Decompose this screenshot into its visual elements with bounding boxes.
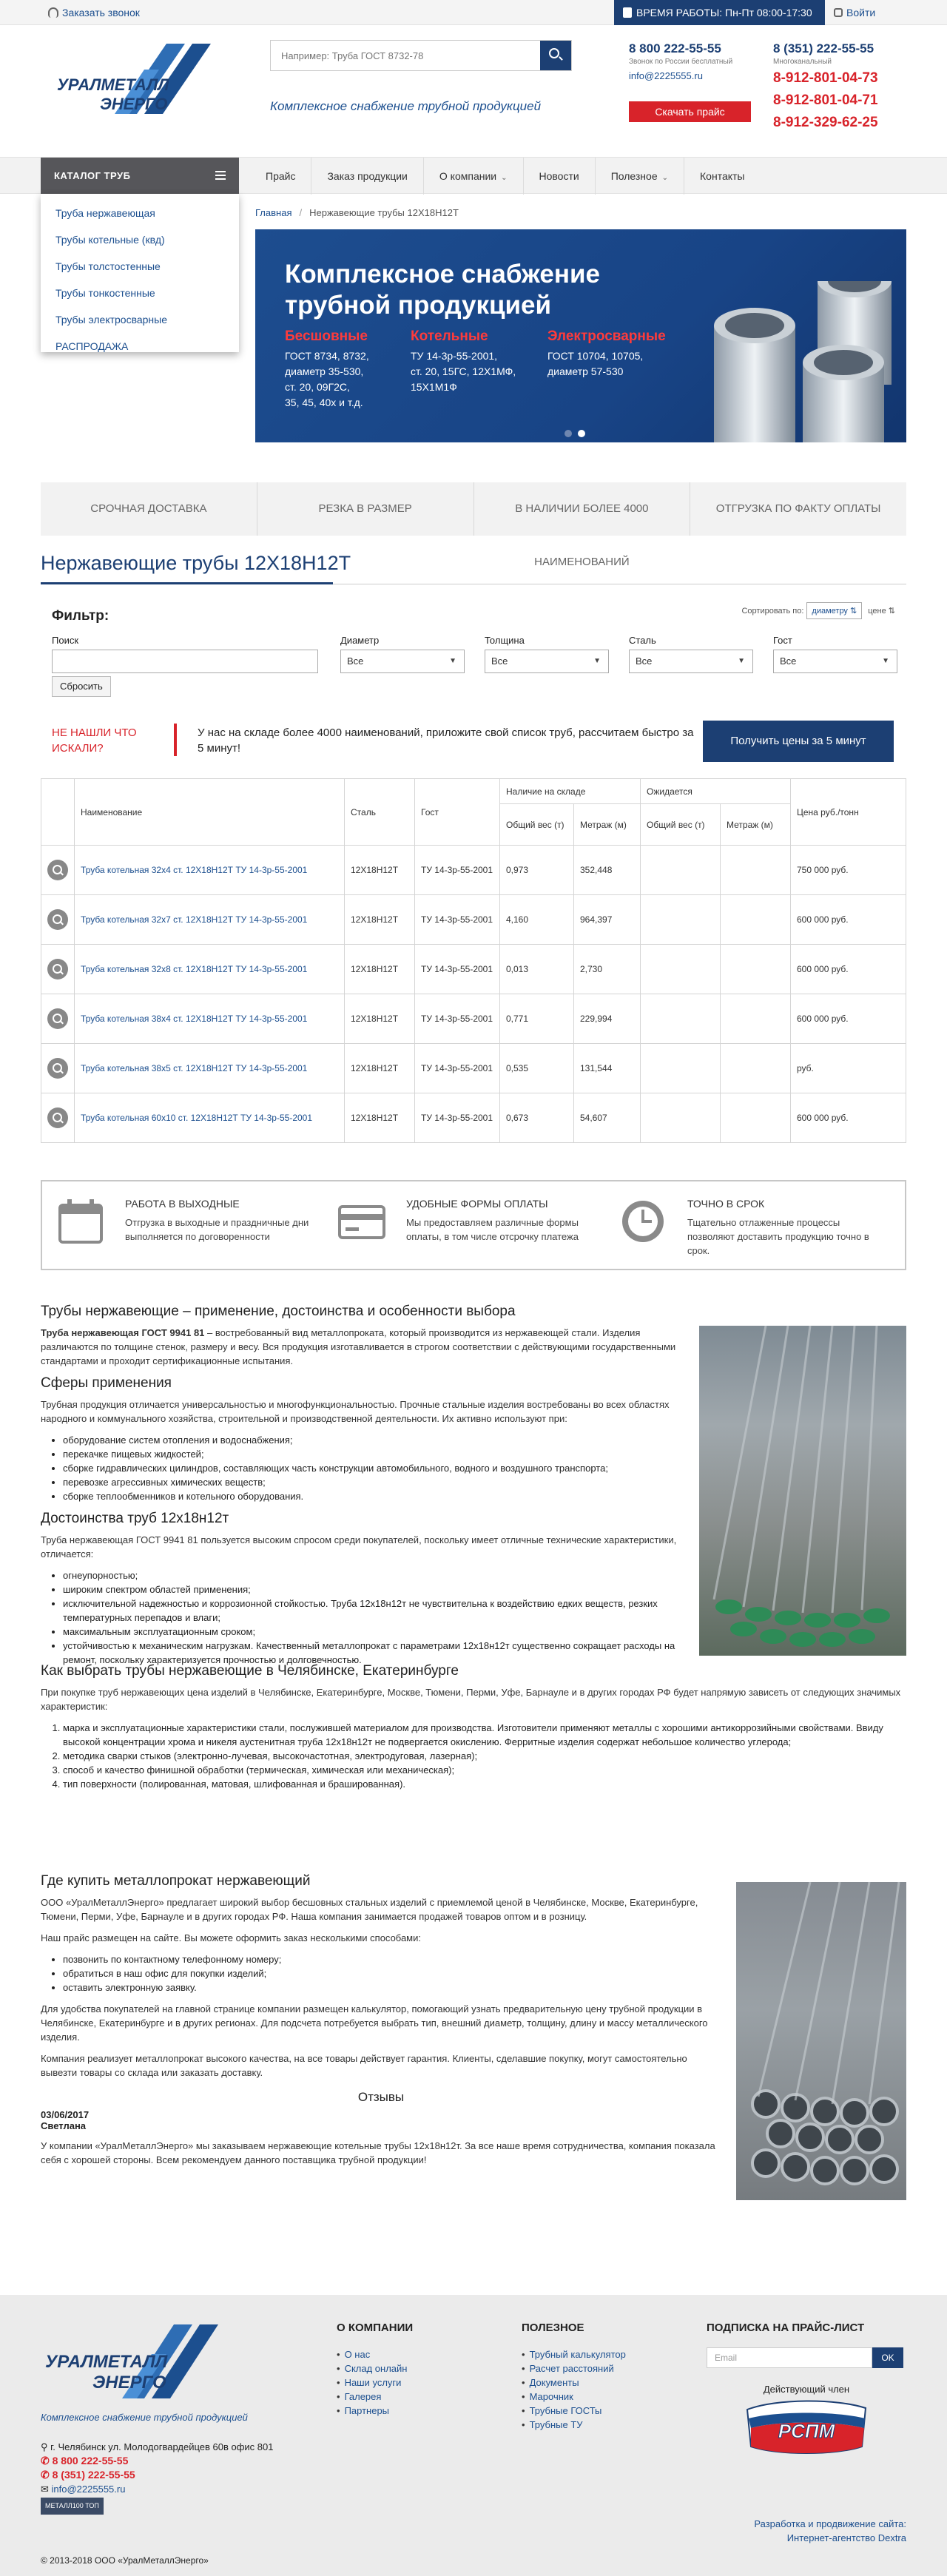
footer-link[interactable]: • Трубные ТУ [522, 2418, 626, 2432]
logo-mark [41, 2322, 263, 2403]
footer-link[interactable]: • Расчет расстояний [522, 2361, 626, 2376]
table-row [41, 945, 906, 994]
footer-phone-1[interactable]: ✆ 8 800 222-55-55 [41, 2455, 129, 2467]
metall100-badge[interactable]: МЕТАЛЛ100 ТОП [41, 2498, 104, 2515]
cell-weight: 4,160 [500, 895, 574, 945]
cell-weight: 0,973 [500, 846, 574, 895]
chevron-down-icon: ⌄ [501, 174, 508, 182]
footer-link[interactable]: • Наши услуги [337, 2376, 413, 2390]
steel-select[interactable]: Все ▼ [629, 650, 753, 673]
user-icon [834, 8, 843, 17]
get-prices-button[interactable]: Получить цены за 5 минут [703, 721, 894, 762]
banner-col-seamless: Бесшовные ГОСТ 8734, 8732, диаметр 35-530, ст. 20, 09Г2С, 35, 45, 40х и т.д. [285, 328, 369, 408]
cell-gost: ТУ 14-3р-55-2001 [415, 1093, 500, 1143]
nav-item-about[interactable]: О компании ⌄ [423, 158, 523, 195]
breadcrumb: Главная / Нержавеющие трубы 12Х18Н12Т [255, 207, 459, 218]
header-slogan: Комплексное снабжение трубной продукцией [270, 99, 542, 113]
headset-icon [48, 7, 58, 18]
article-heading: Трубы нержавеющие – применение, достоинства и особенности выбора [41, 1304, 516, 1319]
col-price: Цена руб./тонн [791, 779, 906, 846]
product-link[interactable]: Труба котельная 38х4 ст. 12Х18Н12Т ТУ 14-3р-55-2001 [81, 1014, 308, 1024]
phone-multichannel-note: Многоканальный [773, 58, 832, 66]
clock-icon [619, 1198, 667, 1245]
cell-steel: 12Х18Н12Т [345, 994, 415, 1044]
work-hours: ВРЕМЯ РАБОТЫ: Пн-Пт 08:00-17:30 [614, 0, 825, 25]
clock-icon [623, 7, 632, 18]
article-text: Трубы нержавеющие – применение, достоинства и особенности выбора Труба нержавеющая ГОСТ 9941 81 – востребованный вид металлопроката, который производится из нержавеющей стали. Изделия различаются по толщине стенок, размеру и весу. Вся продукция изготавливается в строгом соответствии с действующими государственными стандартами и проходит сертификационные испытания. Сферы применения Трубная продукция отличается универсальностью и многофункциональностью. Прочные стальные изделия востребованы во всех областях народного и коммунального хозяйства, строительной и производственной деятельности. Их активно используют при: • оборудование систем отопления и водоснабжения; • перекачке пищевых жидкостей; • сборке гидравлических цилиндров, составляющих часть конструкции автомобильного, водного и воздушного транспорта; • перевозке агрессивных химических веществ; • сборке теплообменников и котельного оборудования. Достоинства труб 12х18н12т Труба нержавеющая ГОСТ 9941 81 пользуется высоким спросом среди покупателей, поскольку имеет отличные технические характеристики, отличается: • огнеупорностью; • широким спектром областей применения; • исключительной надежностью и коррозионной стойкостью. Труба 12х18н12т не чувствительна к воздействию едких веществ, резких температурных перепадов и влаги; • максимальным эксплуатационным сроком; • устойчивостью к механическим нагрузкам. Качественный металлопрокат с параметрами 12х18н12т существенно сокращает расходы на ремонт, поскольку характеризуется прочностью и долговечностью. [41, 1296, 684, 1674]
review-date: 03/06/2017 [41, 2109, 90, 2120]
phone-free-note: Звонок по России бесплатный [629, 58, 733, 66]
footer-phone-2[interactable]: ✆ 8 (351) 222-55-55 [41, 2469, 135, 2481]
reset-filter-button[interactable]: Сбросить [52, 676, 111, 697]
cell-meters: 352,448 [574, 846, 641, 895]
footer-slogan: Комплексное снабжение трубной продукцией [41, 2412, 248, 2423]
cell-price: руб. [791, 1044, 906, 1093]
chevron-down-icon: ▼ [882, 657, 889, 665]
member-block: Действующий член РСПМ [707, 2384, 906, 2464]
cell-expected-weight [641, 1044, 721, 1093]
cell-gost: ТУ 14-3р-55-2001 [415, 1044, 500, 1093]
callback-link[interactable]: Заказать звонок [48, 7, 140, 18]
header [0, 25, 947, 157]
cell-expected-weight [641, 846, 721, 895]
footer-link[interactable]: • Марочник [522, 2390, 626, 2404]
products-table: Наименование Сталь Гост Наличие на складе Ожидается Цена руб./тонн Общий вес (т) Метраж (м) Общий вес (т) Метраж (м) Труба котельная 32х4 ст. 12Х18Н12Т ТУ 14-3р-55-2001 12Х18Н12Т ТУ 14-3р-55-2001 0,973 352,448 750 000 руб. Труба котельная 32х7 ст. 12Х18Н12Т ТУ 14-3р-55-2001 12Х18Н12Т ТУ 14-3р-55-2001 4,160 964,397 600 000 руб. Труба котельная 32х8 ст. 12Х18Н12Т ТУ 14-3р-55-2001 12Х18Н12Т ТУ 14-3р-55-2001 0,013 2,730 600 000 руб. Труба котельная 38х4 ст. 12Х18Н12Т ТУ 14-3р-55-2001 12Х18Н12Т ТУ 14-3р-55-2001 0,771 229,994 600 000 руб. Труба котельная 38х5 ст. 12Х18Н12Т ТУ 14-3р-55-2001 12Х18Н12Т ТУ 14-3р-55-2001 0,535 131,544 руб. Труба котельная 60х10 ст. 12Х18Н12Т ТУ 14-3р-55-2001 12Х18Н12Т ТУ 14-3р-55-2001 0,673 54,607 600 000 руб. [41, 778, 906, 1143]
cell-expected-weight [641, 945, 721, 994]
breadcrumb-home[interactable]: Главная [255, 207, 292, 218]
col-name: Наименование [75, 779, 345, 846]
cell-meters: 964,397 [574, 895, 641, 945]
download-price-button[interactable]: Скачать прайс [629, 101, 751, 122]
feature-item: РЕЗКА В РАЗМЕР [257, 482, 474, 536]
subscribe-button[interactable]: OK [872, 2347, 903, 2368]
reviews-title: Отзывы [357, 2090, 405, 2104]
cell-price: 600 000 руб. [791, 994, 906, 1044]
diameter-select[interactable]: Все ▼ [340, 650, 465, 673]
svg-text:ЭНЕРГО: ЭНЕРГО [92, 2373, 166, 2393]
catalog-item[interactable]: Трубы толстостенные [55, 260, 161, 272]
cell-weight: 0,535 [500, 1044, 574, 1093]
slide-dot[interactable] [565, 430, 572, 437]
breadcrumb-current: Нержавеющие трубы 12Х18Н12Т [309, 207, 459, 218]
mobile-phone[interactable]: 8-912-801-04-73 [773, 70, 878, 86]
zoom-icon[interactable] [47, 1058, 68, 1079]
mail-icon: ✉ [41, 2484, 52, 2495]
location-icon: ⚲ [41, 2441, 51, 2452]
sort-by-diameter[interactable]: диаметру ⇅ [806, 602, 862, 619]
footer-link[interactable]: • О нас [337, 2347, 413, 2361]
article-heading: Как выбрать трубы нержавеющие в Челябинске, Екатеринбурге [41, 1663, 459, 1679]
cell-gost: ТУ 14-3р-55-2001 [415, 895, 500, 945]
footer-email[interactable]: ✉ info@2225555.ru [41, 2484, 126, 2495]
banner-pagination [565, 428, 591, 439]
cell-steel: 12Х18Н12Т [345, 1093, 415, 1143]
footer-link[interactable]: • Партнеры [337, 2404, 413, 2418]
cell-weight: 0,673 [500, 1093, 574, 1143]
phone-multichannel[interactable]: 8 (351) 222-55-55 [773, 41, 874, 55]
page-title: Нержавеющие трубы 12Х18Н12Т [41, 552, 906, 584]
footer-link[interactable]: • Документы [522, 2376, 626, 2390]
reviews [41, 2090, 721, 2167]
hero-area [0, 194, 947, 482]
main-nav [0, 157, 947, 194]
zoom-icon[interactable] [47, 909, 68, 930]
cell-gost: ТУ 14-3р-55-2001 [415, 846, 500, 895]
cell-price: 600 000 руб. [791, 1093, 906, 1143]
zoom-icon[interactable] [47, 1008, 68, 1029]
nav-item-news[interactable]: Новости [523, 158, 595, 195]
cell-meters: 131,544 [574, 1044, 641, 1093]
table-row [41, 994, 906, 1044]
col-stock: Наличие на складе [500, 779, 641, 804]
product-link[interactable]: Труба котельная 32х7 ст. 12Х18Н12Т ТУ 14-3р-55-2001 [81, 914, 308, 925]
cell-expected-meters [721, 1093, 791, 1143]
sort-by-price[interactable]: цене ⇅ [868, 607, 895, 616]
cta-divider [174, 724, 177, 756]
cta-text: У нас на складе более 4000 наименований, приложите свой список труб, рассчитаем быстро за 5 минут! [198, 726, 694, 755]
zoom-icon[interactable] [47, 1107, 68, 1128]
feature-item: СРОЧНАЯ ДОСТАВКА [90, 502, 207, 515]
cell-steel: 12Х18Н12Т [345, 945, 415, 994]
slide-dot-active[interactable] [578, 430, 585, 437]
sort-controls: Сортировать по: диаметру ⇅ цене ⇅ [741, 602, 895, 619]
banner-title: Комплексное снабжение трубной продукцией [285, 260, 600, 320]
list-advantages: • огнеупорностью; • широким спектром областей применения; • исключительной надежностью и коррозионной стойкостью. Труба 12х18н12т не чувствительна к воздействию едких веществ, резких температурных перепадов и влаги; • максимальным эксплуатационным сроком; • устойчивостью к механическим нагрузкам. Качественный металлопрокат с параметрами 12х18н12т существенно сокращает расходы на ремонт, поскольку характеризуется прочностью и долговечностью. [63, 1568, 684, 1667]
cell-steel: 12Х18Н12Т [345, 846, 415, 895]
filter-search: Поиск [52, 635, 318, 673]
pipes-photo-1 [699, 1326, 906, 1656]
subscribe-email-input[interactable]: Email [707, 2347, 872, 2368]
phone-free[interactable]: 8 800 222-55-55 [629, 41, 721, 55]
filter-panel [41, 584, 906, 698]
benefits-box: РАБОТА В ВЫХОДНЫЕ Отгрузка в выходные и праздничные дни выполняется по договоренности УДОБНЫЕ ФОРМЫ ОПЛАТЫ Мы предоставляем различные формы оплаты, в том числе отсрочку платежа ТОЧНО В СРОК Тщательно отлаженные процессы позволяют доставить продукцию точно в срок. [41, 1180, 906, 1270]
product-link[interactable]: Труба котельная 32х4 ст. 12Х18Н12Т ТУ 14-3р-55-2001 [81, 865, 308, 875]
footer [0, 2295, 947, 2576]
list-criteria: 1. марка и эксплуатационные характеристики стали, послужившей материалом для производства. Изготовители применяют металлы с хорошими антикоррозийными свойствами. Ввиду высокой концентрации хрома и никеля аустенитная труба 12х18н12т не подвергается окислению. Ферритные изделия содержат небольшое количество углерода; 2. методика сварки стыков (электронно-лучевая, высокочастотная, электродуговая, лазерная); 3. способ и качество финишной обработки (термическая, химическая или механическая); 4. тип поверхности (полированная, матовая, шлифованная и брашированная). [63, 1721, 906, 1791]
sort-asc-icon: ⇅ [850, 607, 857, 616]
filter-thickness: Толщина Все ▼ [485, 635, 609, 673]
banner-col-welded: Электросварные ГОСТ 10704, 10705, диаметр 57-530 [547, 328, 666, 377]
search-input[interactable] [271, 41, 537, 70]
cell-meters: 229,994 [574, 994, 641, 1044]
cell-gost: ТУ 14-3р-55-2001 [415, 945, 500, 994]
footer-link[interactable]: • Галерея [337, 2390, 413, 2404]
logo[interactable]: УРАЛМЕТАЛЛ ЭНЕРГО [55, 40, 222, 118]
rspm-logo[interactable] [732, 2395, 880, 2461]
subscribe-form: ПОДПИСКА НА ПРАЙС-ЛИСТ Email OK [707, 2322, 906, 2368]
catalog-item[interactable]: Трубы котельные (квд) [55, 234, 165, 246]
footer-address: ⚲ г. Челябинск ул. Молодогвардейцев 60в офис 801 [41, 2441, 274, 2452]
table-row [41, 846, 906, 895]
svg-text:УРАЛМЕТАЛЛ: УРАЛМЕТАЛЛ [45, 2352, 168, 2372]
nav-item-contacts[interactable]: Контакты [684, 158, 760, 195]
cell-expected-meters [721, 895, 791, 945]
catalog-item[interactable]: Трубы электросварные [55, 314, 168, 326]
review-text: У компании «УралМеталлЭнерго» мы заказываем нержавеющие котельные трубы 12х18н12т. За все наше время сотрудничества, компания показала себя с хорошей стороны. Всем рекомендуем данного поставщика трубной продукции! [41, 2140, 715, 2165]
cell-weight: 0,013 [500, 945, 574, 994]
feature-item: В НАЛИЧИИ БОЛЕЕ 4000 НАИМЕНОВАНИЙ [474, 482, 690, 536]
table-row [41, 1044, 906, 1093]
cell-price: 600 000 руб. [791, 895, 906, 945]
search-button[interactable] [540, 41, 571, 70]
filter-search-input[interactable] [52, 650, 318, 673]
product-link[interactable]: Труба котельная 38х5 ст. 12Х18Н12Т ТУ 14-3р-55-2001 [81, 1063, 308, 1073]
cell-weight: 0,771 [500, 994, 574, 1044]
thickness-select[interactable]: Все ▼ [485, 650, 609, 673]
top-menu [250, 158, 761, 195]
request-banner [41, 707, 906, 771]
list-applications: • оборудование систем отопления и водоснабжения; • перекачке пищевых жидкостей; • сборке гидравлических цилиндров, составляющих часть конструкции автомобильного, водного и воздушного транспорта; • перевозке агрессивных химических веществ; • сборке теплообменников и котельного оборудования. [63, 1433, 684, 1503]
credit-card-icon [338, 1198, 385, 1245]
cell-expected-meters [721, 945, 791, 994]
phones-block-1 [629, 41, 732, 81]
chevron-down-icon: ▼ [738, 657, 745, 665]
cell-gost: ТУ 14-3р-55-2001 [415, 994, 500, 1044]
article-text-wide: Как выбрать трубы нержавеющие в Челябинске, Екатеринбурге При покупке труб нержавеющих цена изделий в Челябинске, Екатеринбурге, Москве, Тюмени, Перми, Уфе, Барнауле и в других городах РФ будет напрямую зависеть от следующих значимых характеристик: 1. марка и эксплуатационные характеристики стали, послужившей материалом для производства. Изготовители применяют металлы с хорошими антикоррозийными свойствами. Ввиду высокой концентрации хрома и никеля аустенитная труба 12х18н12т не подвергается окислению. Ферритные изделия содержат небольшое количество углерода; 2. методика сварки стыков (электронно-лучевая, высокочастотная, электродуговая, лазерная); 3. способ и качество финишной обработки (термическая, химическая или механическая); 4. тип поверхности (полированная, матовая, шлифованная и брашированная). [41, 1656, 906, 1798]
phone-icon: ✆ [41, 2455, 53, 2467]
zoom-icon[interactable] [47, 959, 68, 980]
filter-steel: Сталь Все ▼ [629, 635, 753, 673]
cell-meters: 2,730 [574, 945, 641, 994]
chevron-down-icon: ⌄ [661, 174, 669, 182]
chevron-down-icon: ▼ [593, 657, 601, 665]
cell-expected-meters [721, 1044, 791, 1093]
feature-item: ОТГРУЗКА ПО ФАКТУ ОПЛАТЫ [690, 482, 906, 536]
footer-col-about: О КОМПАНИИ • О нас • Склад онлайн • Наши услуги • Галерея • Партнеры [337, 2322, 413, 2418]
article-heading: Достоинства труб 12х18н12т [41, 1511, 229, 1526]
mobile-phone[interactable]: 8-912-801-04-71 [773, 92, 878, 108]
copyright: © 2013-2018 ООО «УралМеталлЭнерго» [41, 2555, 209, 2566]
filter-gost: Гост Все ▼ [773, 635, 897, 673]
cell-price: 750 000 руб. [791, 846, 906, 895]
phone-icon: ✆ [41, 2469, 53, 2481]
list-order-ways: • позвонить по контактному телефонному номеру; • обратиться в наш офис для покупки изделий; • оставить электронную заявку. [63, 1952, 721, 1995]
top-bar [0, 0, 947, 25]
products-table-body [41, 846, 906, 1143]
catalog-item[interactable]: Трубы тонкостенные [55, 287, 155, 299]
header-email[interactable]: info@2225555.ru [629, 70, 703, 81]
nav-item-useful[interactable]: Полезное ⌄ [595, 158, 684, 195]
nav-item-order[interactable]: Заказ продукции [311, 158, 422, 195]
cell-steel: 12Х18Н12Т [345, 895, 415, 945]
article-buy: Где купить металлопрокат нержавеющий ООО «УралМеталлЭнерго» предлагает широкий выбор бесшовных стальных изделий с приемлемой ценой в Челябинске, Москве, Екатеринбурге, Тюмени, Перми, Уфе, Барнауле и в других городах РФ. Наша компания занимается продажей товаров оптом и в розницу. Наш прайс размещен на сайте. Вы можете оформить заказ несколькими способами: • позвонить по контактному телефонному номеру; • обратиться в наш офис для покупки изделий; • оставить электронную заявку. Для удобства покупателей на главной странице компании размещен калькулятор, помогающий узнать предварительную цену трубной продукции в Челябинске, Екатеринбурге и в других регионах. Для подсчета потребуется выбрать тип, внешний диаметр, толщину, длину и массу металлического изделия. Компания реализует металлопрокат высокого качества, на все товары действует гарантия. Клиенты, сделавшие покупку, могут самостоятельно вывезти товары со склада или заказать доставку. Отзывы 03/06/2017 Светлана У компании «УралМеталлЭнерго» мы заказываем нержавеющие котельные трубы 12х18н12т. За все наше время сотрудничества, компания показала себя с хорошей стороны. Всем рекомендуем данного поставщика трубной продукции! [41, 1866, 721, 2174]
product-link[interactable]: Труба котельная 32х8 ст. 12Х18Н12Т ТУ 14-3р-55-2001 [81, 964, 308, 974]
catalog-button[interactable]: КАТАЛОГ ТРУБ [41, 158, 239, 195]
product-link[interactable]: Труба котельная 60х10 ст. 12Х18Н12Т ТУ 14-3р-55-2001 [81, 1113, 313, 1123]
cell-expected-meters [721, 846, 791, 895]
zoom-icon[interactable] [47, 860, 68, 880]
article-heading: Где купить металлопрокат нержавеющий [41, 1873, 311, 1889]
footer-link[interactable]: • Трубный калькулятор [522, 2347, 626, 2361]
footer-contacts [41, 2440, 273, 2515]
catalog-item-sale[interactable]: РАСПРОДАЖА [55, 340, 129, 352]
banner-pipes-image [707, 281, 906, 442]
cell-expected-meters [721, 994, 791, 1044]
cell-expected-weight [641, 994, 721, 1044]
cell-steel: 12Х18Н12Т [345, 1044, 415, 1093]
footer-col-useful: ПОЛЕЗНОЕ • Трубный калькулятор • Расчет расстояний • Документы • Марочник • Трубные ГОСТы • Трубные ТУ [522, 2322, 626, 2432]
table-row [41, 1093, 906, 1143]
sort-icon: ⇅ [888, 607, 895, 616]
developer-credit[interactable]: Разработка и продвижение сайта: Интернет-агентство Dextra [754, 2518, 906, 2543]
phones-block-2 [773, 41, 878, 132]
footer-link[interactable]: • Склад онлайн [337, 2361, 413, 2376]
article-heading: Сферы применения [41, 1375, 172, 1391]
footer-logo[interactable] [41, 2322, 263, 2410]
gost-select[interactable]: Все ▼ [773, 650, 897, 673]
cell-meters: 54,607 [574, 1093, 641, 1143]
filter-title: Фильтр: [52, 608, 109, 624]
login-link[interactable]: Войти [834, 7, 875, 18]
col-gost: Гост [415, 779, 500, 846]
svg-text:РСПМ: РСПМ [778, 2420, 835, 2442]
hero-banner[interactable] [255, 229, 906, 442]
search-icon [549, 48, 559, 58]
hamburger-icon [215, 171, 226, 172]
cta-question: НЕ НАШЛИ ЧТО ИСКАЛИ? [52, 726, 137, 755]
mobile-phone[interactable]: 8-912-329-62-25 [773, 115, 878, 130]
catalog-dropdown [41, 194, 239, 352]
chevron-down-icon: ▼ [449, 657, 456, 665]
col-steel: Сталь [345, 779, 415, 846]
nav-item-price[interactable]: Прайс [266, 170, 296, 182]
cell-expected-weight [641, 1093, 721, 1143]
catalog-item[interactable]: Труба нержавеющая [55, 207, 155, 219]
table-row [41, 895, 906, 945]
banner-col-boiler: Котельные ТУ 14-3р-55-2001, ст. 20, 15ГС, 12Х1МФ, 15Х1М1Ф [411, 328, 516, 393]
filter-diameter: Диаметр Все ▼ [340, 635, 465, 673]
search-box [270, 40, 572, 71]
col-expected: Ожидается [641, 779, 791, 804]
article [41, 1296, 906, 2258]
calendar-icon [57, 1198, 104, 1245]
footer-link[interactable]: • Трубные ГОСТы [522, 2404, 626, 2418]
review-author: Светлана [41, 2120, 87, 2131]
cell-expected-weight [641, 895, 721, 945]
pipes-photo-2 [736, 1882, 906, 2200]
cell-price: 600 000 руб. [791, 945, 906, 994]
